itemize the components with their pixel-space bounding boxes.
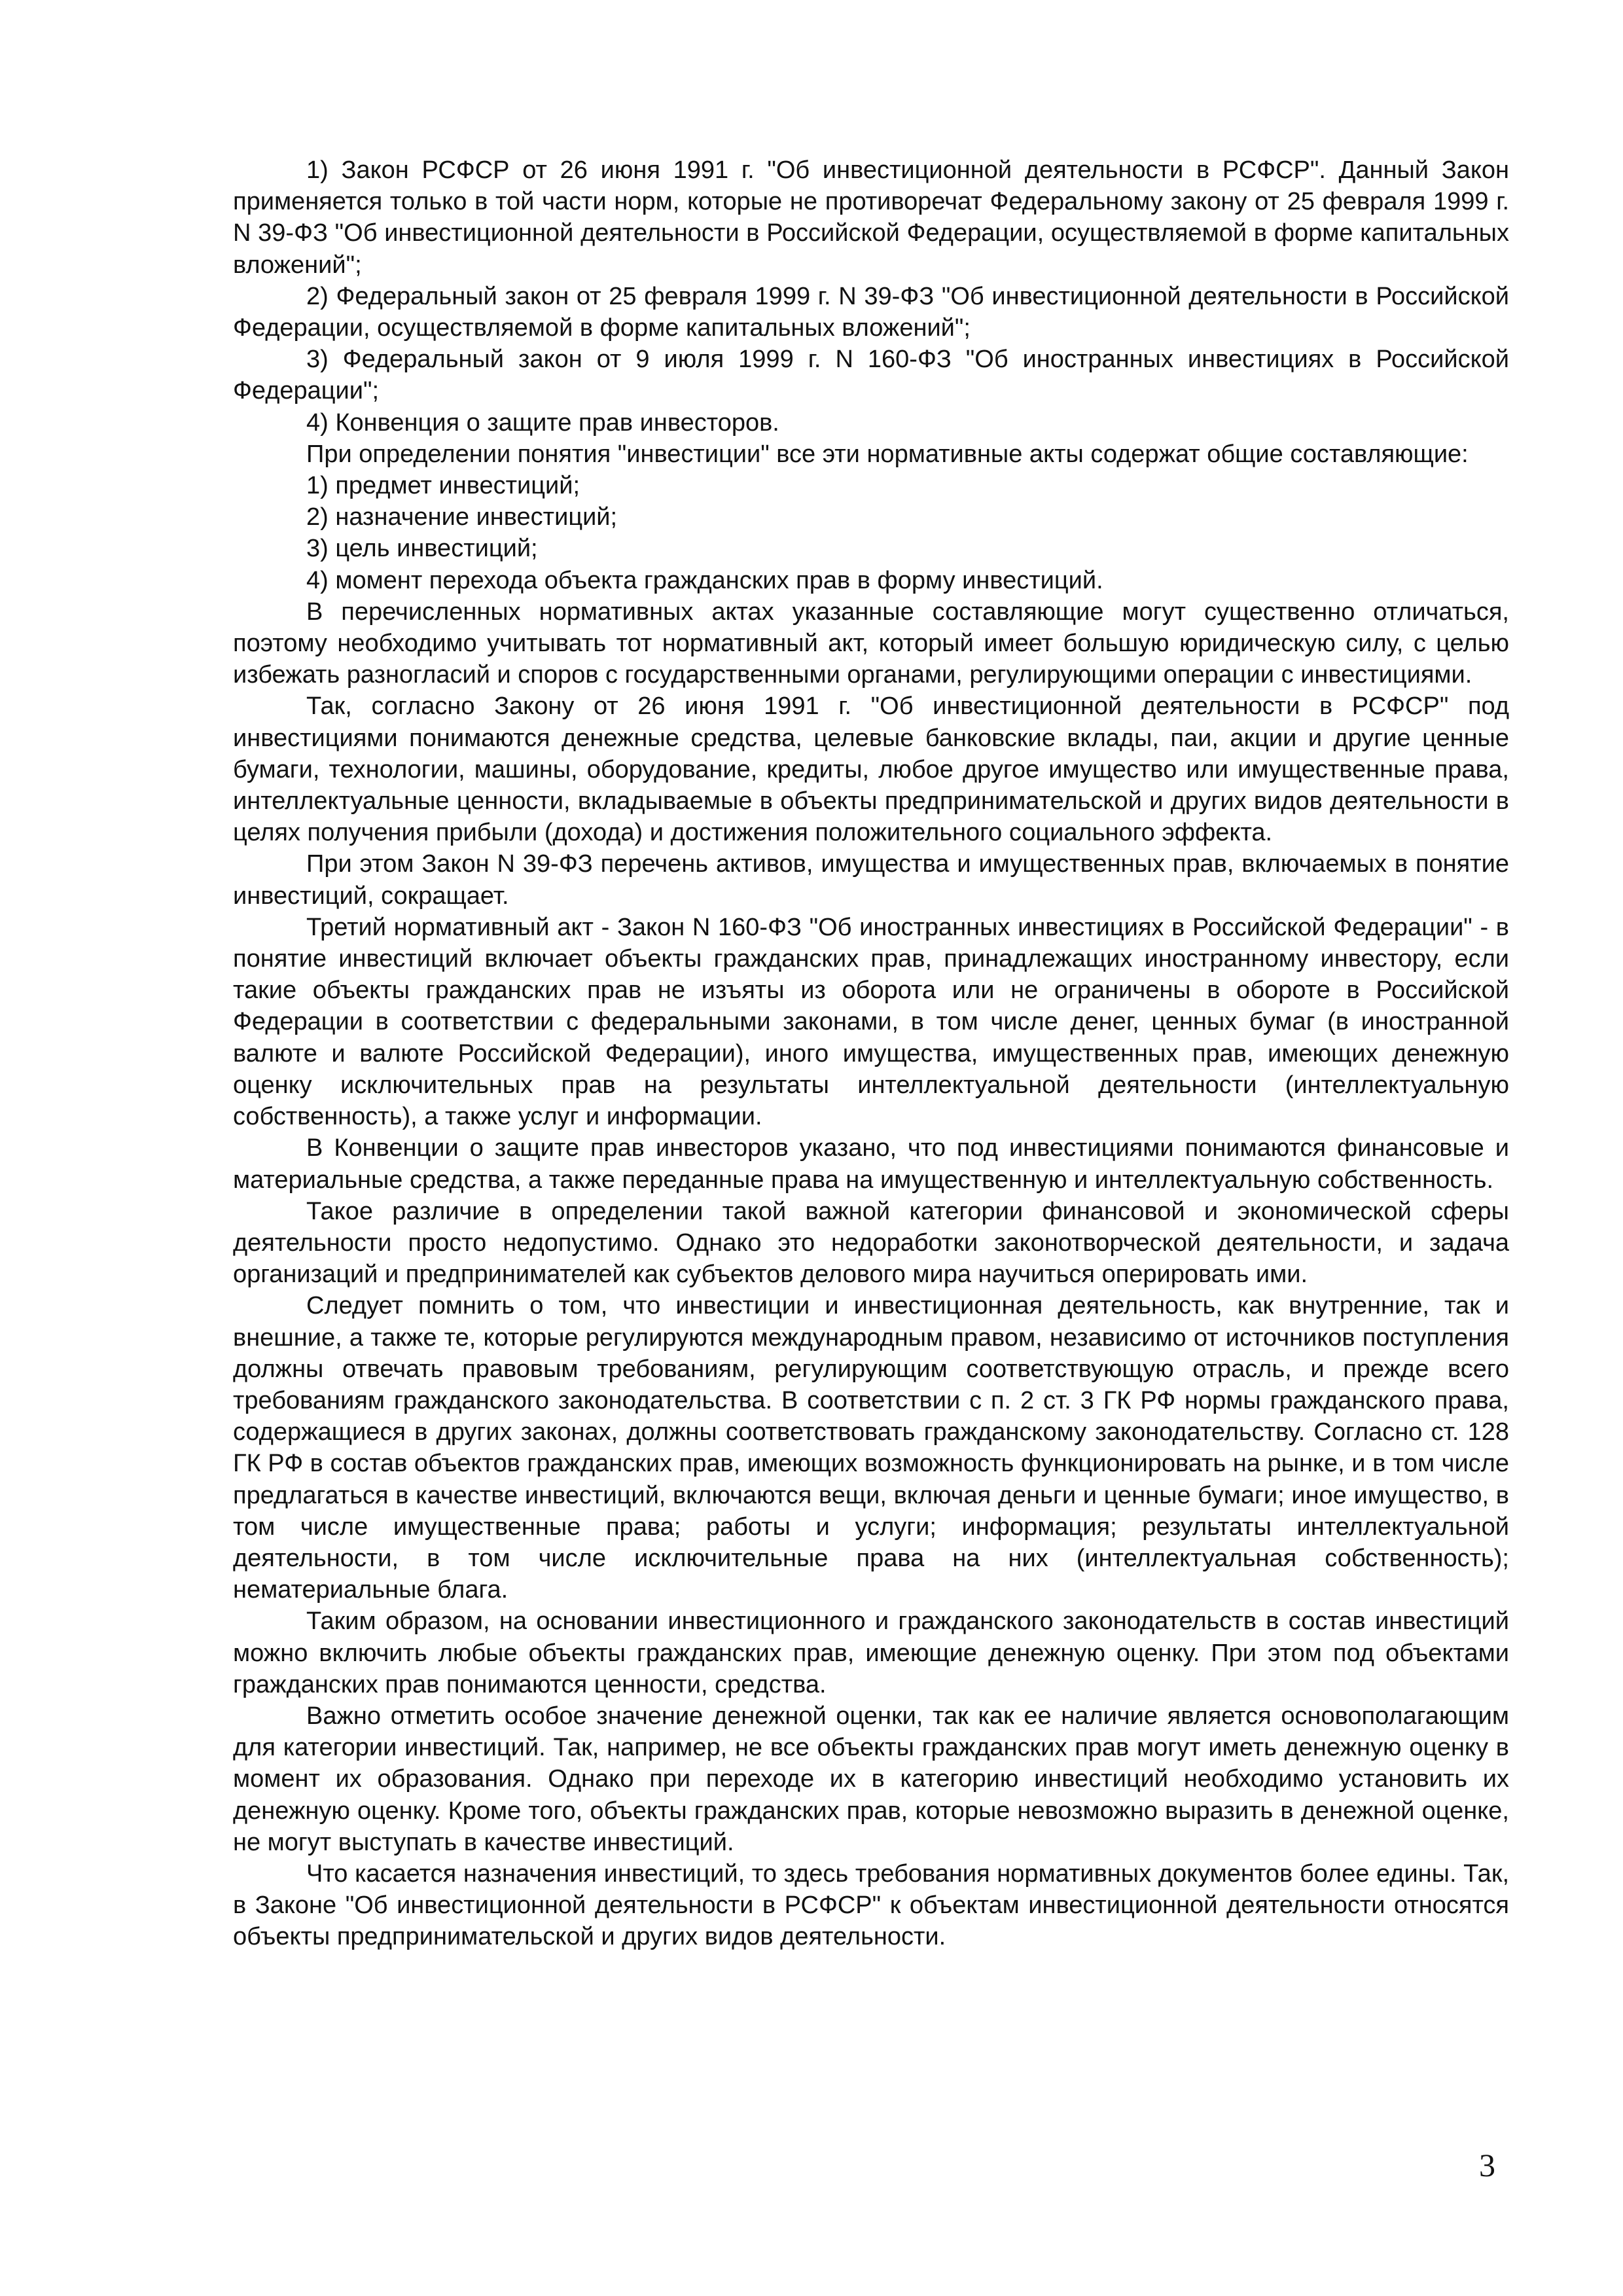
paragraph-8: 3) цель инвестиций; xyxy=(306,535,538,563)
paragraph-14: В Конвенции о защите прав инвесторов указано, что под инвестициями понимаются финансовые и материальные средства, а также переданные права на имущественную и интеллектуальную собственность. xyxy=(233,1134,1509,1194)
paragraph-4: 4) Конвенция о защите прав инвесторов. xyxy=(306,408,779,437)
paragraph-13: Третий нормативный акт - Закон N 160-ФЗ "Об иностранных инвестициях в Российской Федерации" - в понятие инвестиций включает объекты гражданских прав, принадлежащих иностранному инвестору, если такие объекты гражданских прав не изъяты из оборота или не ограничены в обороте в Российской Федерации в соответствии с федеральными законами, в том числе денег, ценных бумаг (в иностранной валюте и валюте Российской Федерации), иного имущества, имущественных прав, имеющих денежную оценку исключительных прав на результаты интеллектуальной деятельности (интеллектуальную собственность), а также услуг и информации. xyxy=(233,913,1509,1131)
paragraph-5: При определении понятия "инвестиции" все эти нормативные акты содержат общие составляющие: xyxy=(306,440,1469,468)
paragraph-6: 1) предмет инвестиций; xyxy=(306,472,580,500)
paragraph-17: Таким образом, на основании инвестиционного и гражданского законодательств в состав инвестиций можно включить любые объекты гражданских прав, имеющие денежную оценку. При этом под объектами гражданских прав понимаются ценности, средства. xyxy=(233,1607,1509,1698)
paragraph-2: 2) Федеральный закон от 25 февраля 1999 г. N 39-ФЗ "Об инвестиционной деятельности в Российской Федерации, осуществляемой в форме капитальных вложений"; xyxy=(233,282,1509,342)
paragraph-12: При этом Закон N 39-ФЗ перечень активов, имущества и имущественных прав, включаемых в понятие инвестиций, сокращает. xyxy=(233,850,1509,910)
paragraph-15: Такое различие в определении такой важной категории финансовой и экономической сферы деятельности просто недопустимо. Однако это недоработки законотворческой деятельности, и задача организаций и предпринимателей как субъектов делового мира научиться оперировать ими. xyxy=(233,1197,1509,1289)
paragraph-7: 2) назначение инвестиций; xyxy=(306,503,618,531)
paragraph-10: В перечисленных нормативных актах указанные составляющие могут существенно отличаться, поэтому необходимо учитывать тот нормативный акт, который имеет большую юридическую силу, с целью избежать разногласий и споров с государственными органами, регулирующими операции с инвестициями. xyxy=(233,598,1509,689)
paragraph-16: Следует помнить о том, что инвестиции и инвестиционная деятельность, как внутренние, так и внешние, а также те, которые регулируются международным правом, независимо от источников поступления должны отвечать правовым требованиям, регулирующим соответствующую отрасль, и прежде всего требованиям гражданского законодательства. В соответствии с п. 2 ст. 3 ГК РФ нормы гражданского права, содержащиеся в других законах, должны соответствовать гражданскому законодательству. Согласно ст. 128 ГК РФ в состав объектов гражданских прав, имеющих возможность функционировать на рынке, и в том числе предлагаться в качестве инвестиций, включаются вещи, включая деньги и ценные бумаги; иное имущество, в том числе имущественные права; работы и услуги; информация; результаты интеллектуальной деятельности, в том числе исключительные права на них (интеллектуальная собственность); нематериальные блага. xyxy=(233,1292,1509,1604)
paragraph-11: Так, согласно Закону от 26 июня 1991 г. "Об инвестиционной деятельности в РСФСР" под инвестициями понимаются денежные средства, целевые банковские вклады, паи, акции и другие ценные бумаги, технологии, машины, оборудование, кредиты, любое другое имущество или имущественные права, интеллектуальные ценности, вкладываемые в объекты предпринимательской и других видов деятельности в целях получения прибыли (дохода) и достижения положительного социального эффекта. xyxy=(233,692,1509,847)
page-number: 3 xyxy=(1479,2147,1495,2183)
paragraph-19: Что касается назначения инвестиций, то здесь требования нормативных документов более едины. Так, в Законе "Об инвестиционной деятельности в РСФСР" к объектам инвестиционной деятельности относятся объекты предпринимательской и других видов деятельности. xyxy=(233,1859,1509,1951)
paragraph-1: 1) Закон РСФСР от 26 июня 1991 г. "Об инвестиционной деятельности в РСФСР". Данный Закон применяется только в той части норм, которые не противоречат Федеральному закону от 25 февраля 1999 г. N 39-ФЗ "Об инвестиционной деятельности в Российской Федерации, осуществляемой в форме капитальных вложений"; xyxy=(233,156,1509,279)
paragraph-3: 3) Федеральный закон от 9 июля 1999 г. N 160-ФЗ "Об иностранных инвестициях в Российской Федерации"; xyxy=(233,346,1509,405)
paragraph-9: 4) момент перехода объекта гражданских прав в форму инвестиций. xyxy=(306,566,1103,594)
paragraph-18: Важно отметить особое значение денежной оценки, так как ее наличие является основополагающим для категории инвестиций. Так, например, не все объекты гражданских прав могут иметь денежную оценку в момент их образования. Однако при переходе их в категорию инвестиций необходимо установить их денежную оценку. Кроме того, объекты гражданских прав, которые невозможно выразить в денежной оценке, не могут выступать в качестве инвестиций. xyxy=(233,1702,1509,1856)
document-body xyxy=(233,154,1509,1953)
